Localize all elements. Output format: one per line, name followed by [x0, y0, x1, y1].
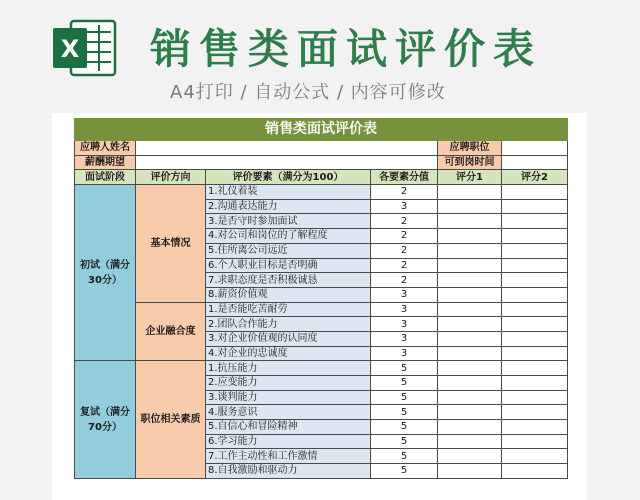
applicant-row: [75, 141, 568, 156]
criterion-score: 5: [371, 361, 438, 376]
rating1-cell[interactable]: [438, 420, 502, 435]
criterion-text: 4.对企业的忠诚度: [206, 346, 371, 361]
criteria-row: [75, 185, 568, 200]
rating1-cell[interactable]: [438, 243, 502, 258]
rating1-cell[interactable]: [438, 214, 502, 229]
criterion-score: 5: [371, 390, 438, 405]
rating2-cell[interactable]: [502, 434, 568, 449]
criterion-score: 3: [371, 199, 438, 214]
rating2-cell[interactable]: [502, 317, 568, 332]
rating1-cell[interactable]: [438, 258, 502, 273]
criterion-score: 3: [371, 331, 438, 346]
direction-label: 基本情况: [136, 185, 206, 303]
rating2-cell[interactable]: [502, 464, 568, 479]
logo-letter: X: [60, 35, 80, 63]
criterion-text: 6.学习能力: [206, 434, 371, 449]
rating1-cell[interactable]: [438, 361, 502, 376]
salary-row: [75, 155, 568, 170]
criterion-score: 2: [371, 243, 438, 258]
table-body: [75, 119, 568, 479]
rating1-cell[interactable]: [438, 434, 502, 449]
criterion-score: 5: [371, 434, 438, 449]
applicant-name-label: 应聘人姓名: [75, 141, 136, 156]
criterion-text: 8.自我激励和驱动力: [206, 464, 371, 479]
rating2-cell[interactable]: [502, 346, 568, 361]
rating2-cell[interactable]: [502, 331, 568, 346]
criterion-score: 3: [371, 287, 438, 302]
page-subtitle: A4打印 / 自动公式 / 内容可修改: [170, 82, 446, 103]
rating2-cell[interactable]: [502, 376, 568, 391]
criterion-text: 1.是否能吃苦耐劳: [206, 302, 371, 317]
rating1-cell[interactable]: [438, 464, 502, 479]
rating1-cell[interactable]: [438, 185, 502, 200]
rating2-cell[interactable]: [502, 361, 568, 376]
criterion-score: 2: [371, 229, 438, 244]
rating2-cell[interactable]: [502, 199, 568, 214]
salary-field[interactable]: [136, 155, 438, 170]
rating1-cell[interactable]: [438, 317, 502, 332]
rating1-cell[interactable]: [438, 302, 502, 317]
criterion-score: 3: [371, 317, 438, 332]
criteria-row: [75, 302, 568, 317]
form-title: 销售类面试评价表: [75, 119, 568, 141]
criterion-text: 6.个人职业目标是否明确: [206, 258, 371, 273]
direction-label: 职位相关素质: [136, 361, 206, 479]
column-header-row: [75, 170, 568, 185]
rating1-cell[interactable]: [438, 376, 502, 391]
criterion-text: 3.对企业价值观的认同度: [206, 331, 371, 346]
rating2-cell[interactable]: [502, 420, 568, 435]
criteria-row: [75, 361, 568, 376]
start-time-label: 可到岗时间: [438, 155, 502, 170]
rating1-cell[interactable]: [438, 331, 502, 346]
rating2-cell[interactable]: [502, 405, 568, 420]
start-time-field[interactable]: [502, 155, 568, 170]
criterion-text: 4.服务意识: [206, 405, 371, 420]
rating1-cell[interactable]: [438, 273, 502, 288]
column-header-element: 评价要素（满分为100）: [206, 170, 371, 185]
criterion-text: 2.应变能力: [206, 376, 371, 391]
rating2-cell[interactable]: [502, 287, 568, 302]
page-title: 销售类面试评价表: [150, 25, 542, 73]
criterion-score: 2: [371, 214, 438, 229]
rating2-cell[interactable]: [502, 273, 568, 288]
applicant-name-field[interactable]: [136, 141, 438, 156]
position-label: 应聘职位: [438, 141, 502, 156]
rating2-cell[interactable]: [502, 243, 568, 258]
rating2-cell[interactable]: [502, 229, 568, 244]
column-header-score: 各要素分值: [371, 170, 438, 185]
criterion-text: 5.住所离公司远近: [206, 243, 371, 258]
criterion-score: 2: [371, 273, 438, 288]
column-header-rating1: 评分1: [438, 170, 502, 185]
criterion-text: 1.抗压能力: [206, 361, 371, 376]
criterion-text: 3.是否守时参加面试: [206, 214, 371, 229]
criterion-score: 2: [371, 185, 438, 200]
criterion-score: 5: [371, 420, 438, 435]
column-header-direction: 评价方向: [136, 170, 206, 185]
rating1-cell[interactable]: [438, 287, 502, 302]
criterion-text: 3.谈判能力: [206, 390, 371, 405]
rating1-cell[interactable]: [438, 390, 502, 405]
rating2-cell[interactable]: [502, 185, 568, 200]
criterion-text: 8.薪资价值观: [206, 287, 371, 302]
rating1-cell[interactable]: [438, 229, 502, 244]
stage-label: 复试（满分70分）: [75, 361, 136, 479]
criterion-text: 2.沟通表达能力: [206, 199, 371, 214]
criterion-text: 5.自信心和冒险精神: [206, 420, 371, 435]
criterion-score: 3: [371, 302, 438, 317]
position-field[interactable]: [502, 141, 568, 156]
rating2-cell[interactable]: [502, 449, 568, 464]
evaluation-table: [74, 118, 568, 479]
criterion-score: 5: [371, 376, 438, 391]
column-header-stage: 面试阶段: [75, 170, 136, 185]
rating2-cell[interactable]: [502, 390, 568, 405]
criterion-score: 3: [371, 346, 438, 361]
rating1-cell[interactable]: [438, 405, 502, 420]
rating2-cell[interactable]: [502, 214, 568, 229]
criterion-text: 4.对公司和岗位的了解程度: [206, 229, 371, 244]
salary-label: 薪酬期望: [75, 155, 136, 170]
criterion-text: 7.工作主动性和工作激情: [206, 449, 371, 464]
column-header-rating2: 评分2: [502, 170, 568, 185]
stage-label: 初试（满分30分）: [75, 185, 136, 361]
rating1-cell[interactable]: [438, 346, 502, 361]
criterion-score: 2: [371, 258, 438, 273]
criterion-text: 1.礼仪着装: [206, 185, 371, 200]
criterion-score: 5: [371, 405, 438, 420]
rating2-cell[interactable]: [502, 302, 568, 317]
criterion-text: 7.求职态度是否积极诚恳: [206, 273, 371, 288]
rating1-cell[interactable]: [438, 199, 502, 214]
rating2-cell[interactable]: [502, 258, 568, 273]
criterion-score: 5: [371, 464, 438, 479]
form-title-row: [75, 119, 568, 141]
rating1-cell[interactable]: [438, 449, 502, 464]
page-header: [0, 0, 640, 114]
criterion-score: 5: [371, 449, 438, 464]
direction-label: 企业融合度: [136, 302, 206, 361]
excel-logo-icon: [53, 19, 117, 77]
criterion-text: 2.团队合作能力: [206, 317, 371, 332]
